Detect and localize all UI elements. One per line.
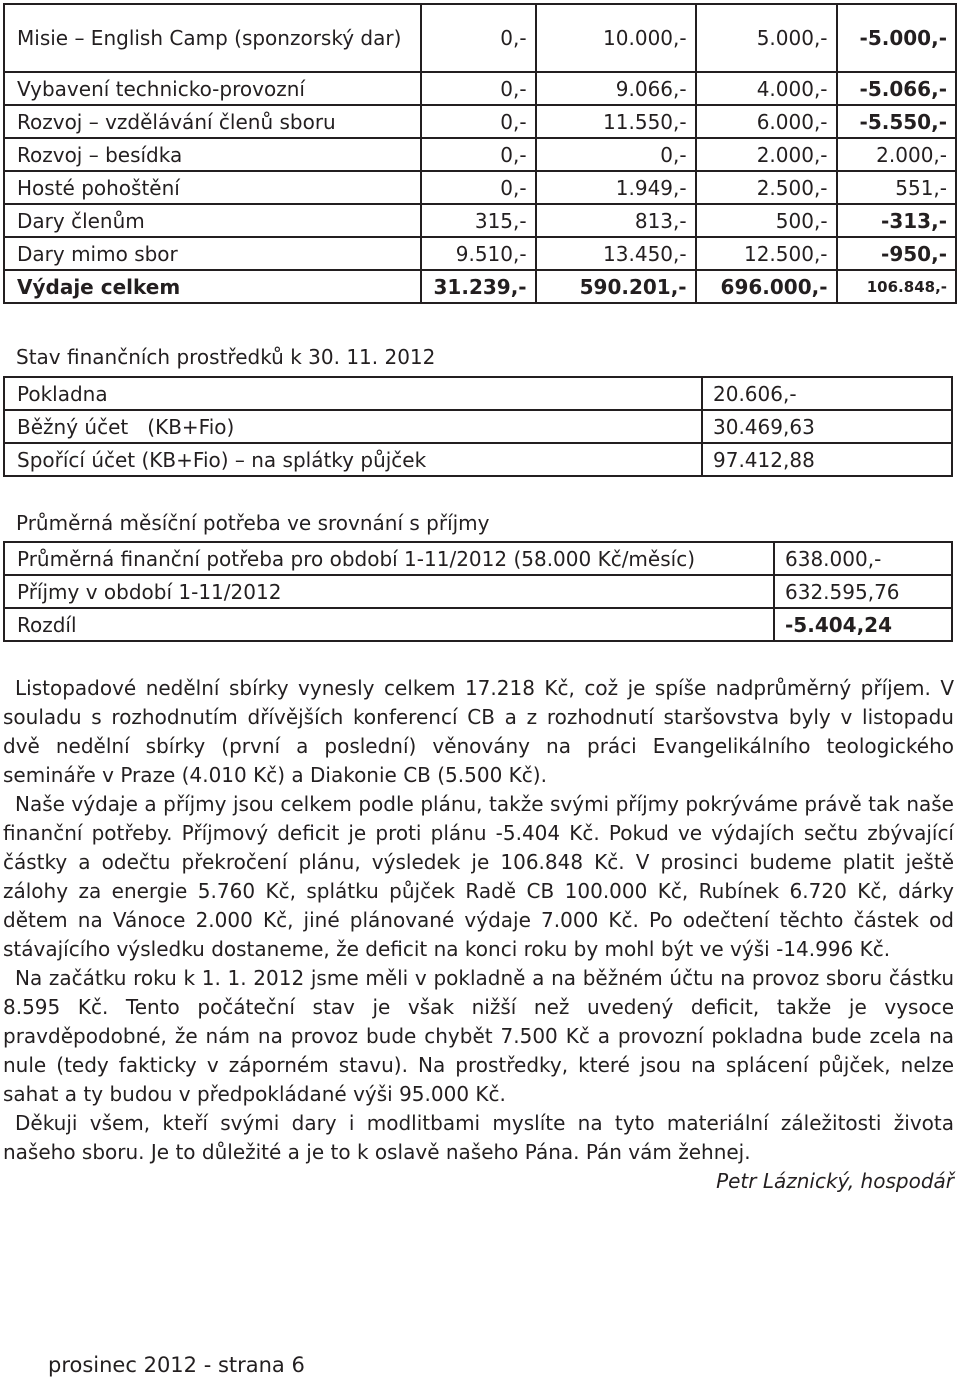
expense-difference: 2.000,-: [837, 138, 956, 171]
expense-difference: -5.550,-: [837, 105, 956, 138]
expense-value: 13.450,-: [536, 237, 696, 270]
expense-label: Rozvoj – vzdělávání členů sboru: [4, 105, 421, 138]
expense-row: [4, 4, 956, 72]
expense-value: 12.500,-: [696, 237, 837, 270]
expense-difference: -950,-: [837, 237, 956, 270]
need-value: 632.595,76: [774, 575, 952, 608]
need-value: -5.404,24: [774, 608, 952, 641]
expense-value: 315,-: [421, 204, 536, 237]
expense-difference: -5.000,-: [837, 4, 956, 72]
expense-row: [4, 72, 956, 105]
expense-value: 2.500,-: [696, 171, 837, 204]
need-label: Příjmy v období 1-11/2012: [4, 575, 774, 608]
balance-row: [4, 443, 952, 476]
expense-value: 5.000,-: [696, 4, 837, 72]
report-text: [3, 674, 954, 1196]
paragraph: Na začátku roku k 1. 1. 2012 jsme měli v pokladně a na běžném účtu na provoz sboru částku 8.595 Kč. Tento počáteční stav je však nižší než uvedený deficit, takže je vysoce pravděpodobné, že nám na provoz bude chybět 7.500 Kč a provozní pokladna bude zcela na nule (tedy fakticky v záporném stavu). Na prostředky, které jsou na splácení půjček, nelze sahat a ty budou v předpokládané výši 95.000 Kč.: [3, 966, 954, 1106]
expense-label: Rozvoj – besídka: [4, 138, 421, 171]
expense-difference: -5.066,-: [837, 72, 956, 105]
balance-value: 20.606,-: [702, 377, 952, 410]
expense-total-value: 31.239,-: [421, 270, 536, 303]
expense-total-label: Výdaje celkem: [4, 270, 421, 303]
balance-row: [4, 410, 952, 443]
need-row: [4, 575, 952, 608]
expense-value: 500,-: [696, 204, 837, 237]
balance-value: 30.469,63: [702, 410, 952, 443]
expense-value: 0,-: [421, 171, 536, 204]
paragraph: Děkuji všem, kteří svými dary i modlitbami myslíte na tyto materiální záležitosti života našeho sboru. Je to důležité a je to k oslavě našeho Pána. Pán vám žehnej.: [3, 1111, 954, 1164]
need-value: 638.000,-: [774, 542, 952, 575]
expense-value: 4.000,-: [696, 72, 837, 105]
page-footer: prosinec 2012 - strana 6: [48, 1353, 305, 1377]
need-table: [3, 541, 953, 642]
expense-value: 2.000,-: [696, 138, 837, 171]
expense-row: [4, 105, 956, 138]
expense-total-value: 696.000,-: [696, 270, 837, 303]
expense-value: 6.000,-: [696, 105, 837, 138]
expense-value: 9.066,-: [536, 72, 696, 105]
expense-total-difference: 106.848,-: [837, 270, 956, 303]
expense-value: 0,-: [421, 4, 536, 72]
need-row: [4, 608, 952, 641]
expense-value: 0,-: [421, 105, 536, 138]
expense-total-row: [4, 270, 956, 303]
expense-total-value: 590.201,-: [536, 270, 696, 303]
balance-row: [4, 377, 952, 410]
paragraph: Naše výdaje a příjmy jsou celkem podle plánu, takže svými příjmy pokrýváme právě tak naše finanční potřeby. Příjmový deficit je proti plánu -5.404 Kč. Pokud ve výdajích sečtu zbývající částky a odečtu překročení plánu, výsledek je 106.848 Kč. V prosinci budeme platit ještě zálohy za energie 5.760 Kč, splátku půjček Radě CB 100.000 Kč, Rubínek 6.720 Kč, dárky dětem na Vánoce 2.000 Kč, jiné plánované výdaje 7.000 Kč. Po odečtení těchto částek od stávajícího výsledku dostaneme, že deficit na konci roku by mohl být ve výši -14.996 Kč.: [3, 792, 954, 961]
expense-row: [4, 171, 956, 204]
expense-difference: -313,-: [837, 204, 956, 237]
expense-label: Hosté pohoštění: [4, 171, 421, 204]
expense-label: Misie – English Camp (sponzorský dar): [4, 4, 421, 72]
expense-label: Vybavení technicko-provozní: [4, 72, 421, 105]
expense-value: 0,-: [421, 138, 536, 171]
expense-difference: 551,-: [837, 171, 956, 204]
expense-value: 9.510,-: [421, 237, 536, 270]
expense-value: 1.949,-: [536, 171, 696, 204]
need-title: Průměrná měsíční potřeba ve srovnání s příjmy: [16, 511, 490, 535]
balance-title: Stav finančních prostředků k 30. 11. 2012: [16, 345, 436, 369]
expense-value: 0,-: [536, 138, 696, 171]
expense-value: 11.550,-: [536, 105, 696, 138]
expense-row: [4, 237, 956, 270]
signature: Petr Láznický, hospodář: [716, 1169, 954, 1193]
need-row: [4, 542, 952, 575]
need-label: Rozdíl: [4, 608, 774, 641]
need-label: Průměrná finanční potřeba pro období 1-11/2012 (58.000 Kč/měsíc): [4, 542, 774, 575]
expense-label: Dary mimo sbor: [4, 237, 421, 270]
balance-value: 97.412,88: [702, 443, 952, 476]
balance-label: Spořící účet (KB+Fio) – na splátky půjček: [4, 443, 702, 476]
expenses-table: [3, 3, 957, 304]
paragraph: Listopadové nedělní sbírky vynesly celkem 17.218 Kč, což je spíše nadprůměrný příjem. V souladu s rozhodnutím dřívějších konferencí CB a z rozhodnutí staršovstva byly v listopadu dvě nedělní sbírky (první a poslední) věnovány na práci Evangelikálního teologického semináře v Praze (4.010 Kč) a Diakonie CB (5.500 Kč).: [3, 676, 954, 787]
expense-value: 813,-: [536, 204, 696, 237]
balance-label: Běžný účet (KB+Fio): [4, 410, 702, 443]
expense-row: [4, 204, 956, 237]
balance-table: [3, 376, 953, 477]
expense-value: 0,-: [421, 72, 536, 105]
expense-label: Dary členům: [4, 204, 421, 237]
balance-label: Pokladna: [4, 377, 702, 410]
expense-value: 10.000,-: [536, 4, 696, 72]
expense-row: [4, 138, 956, 171]
